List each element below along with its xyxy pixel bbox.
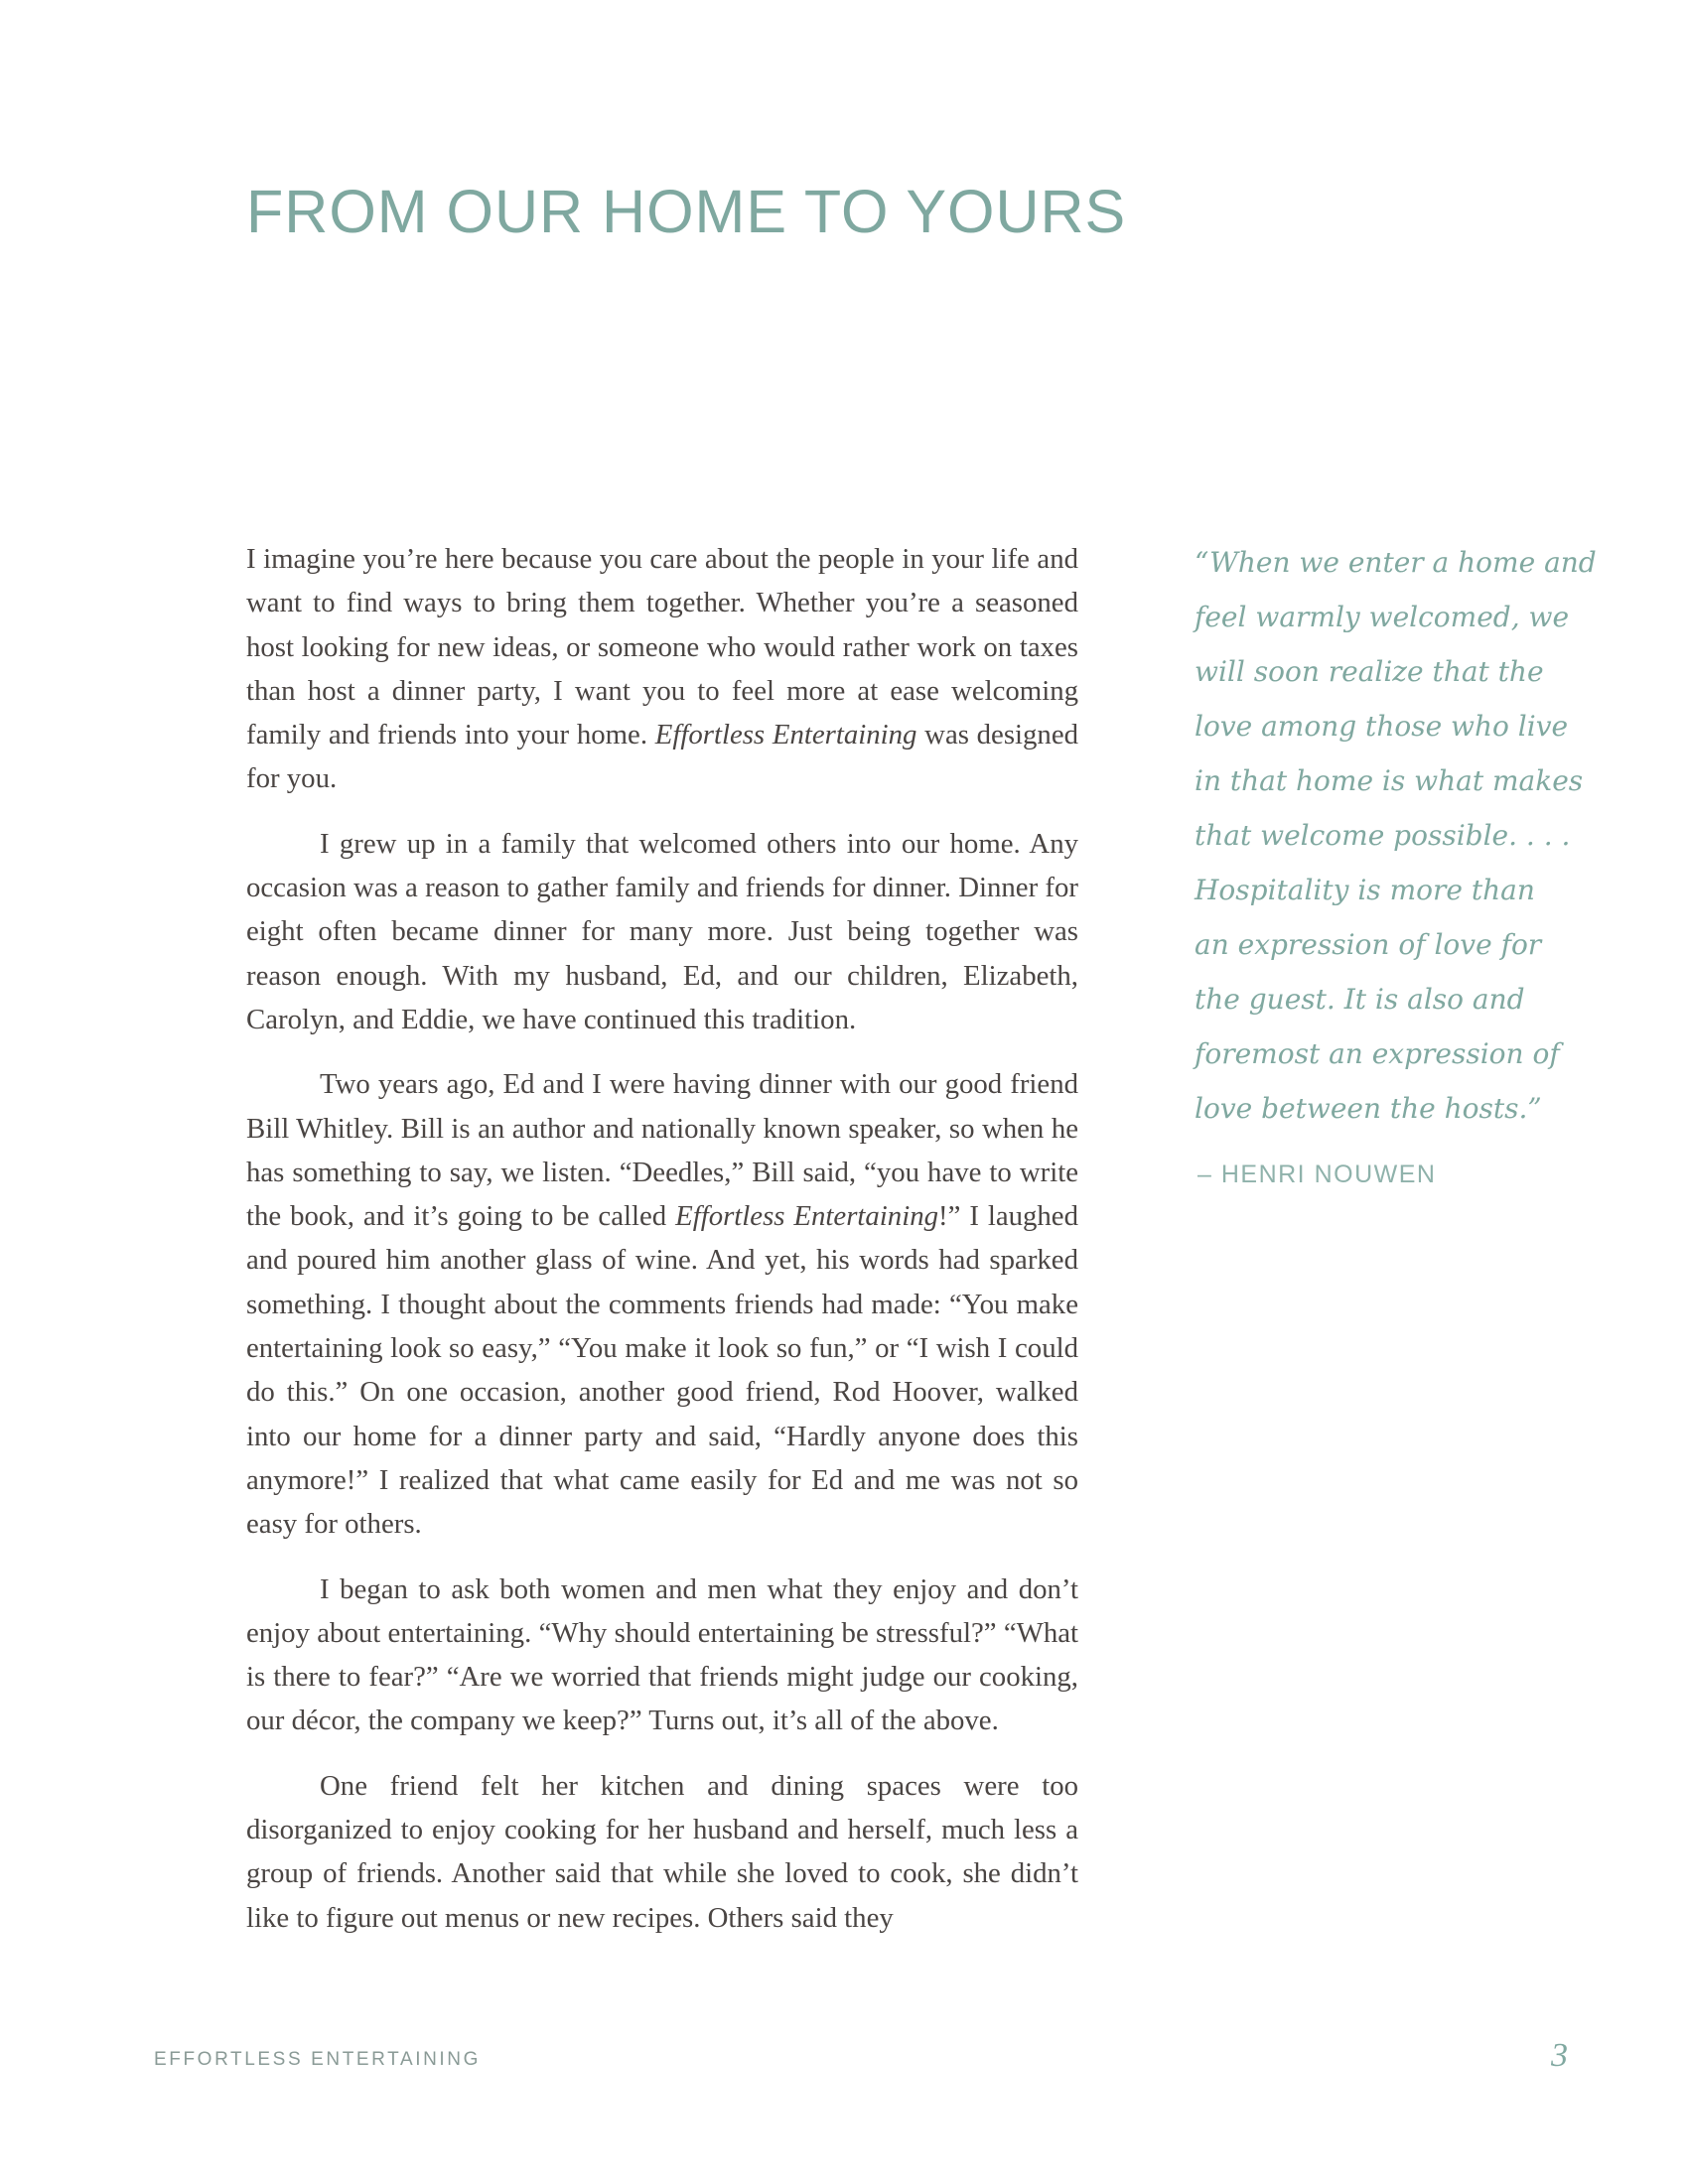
pull-quote-line: that welcome possible. . . . [1195, 819, 1571, 852]
pull-quote-line: the guest. It is also and [1195, 983, 1525, 1016]
pull-quote [1195, 535, 1597, 1136]
body-text [246, 537, 1078, 1961]
paragraph-4: I began to ask both women and men what they enjoy and don’t enjoy about entertaining. “Why should entertaining be stressful?” “What is there to fear?” “Are we worried that friends might judge our cooking, our décor, the company we keep?” Turns out, it’s all of the above. [246, 1572, 1078, 1737]
running-footer: EFFORTLESS ENTERTAINING [154, 2049, 482, 2070]
paragraph-3-tail: !” I laughed and poured him another glass of wine. And yet, his words had sparked something. I thought about the comments friends had made: “You make entertaining look so easy,” “You make it look so fun,” or “I wish I could do this.” On one occasion, another good friend, Rod Hoover, walked into our home for a dinner party and said, “Hardly anyone does this anymore!” I realized that what came easily for Ed and me was not so easy for others. [246, 1200, 1078, 1541]
paragraph-1 [246, 537, 1078, 801]
page-number: 3 [1551, 2037, 1568, 2074]
paragraph-2: I grew up in a family that welcomed others into our home. Any occasion was a reason to gather family and friends for dinner. Dinner for eight often became dinner for many more. Just being together was reason enough. With my husband, Ed, and our children, Elizabeth, Carolyn, and Eddie, we have continued this tradition. [246, 827, 1078, 1035]
paragraph-5: One friend felt her kitchen and dining spaces were too disorganized to enjoy cooking for her husband and herself, much less a group of friends. Another said that while she loved to cook, she didn’t like to figure out menus or new recipes. Others said they [246, 1769, 1078, 1934]
pull-quote-line: feel warmly welcomed, we [1195, 601, 1570, 633]
pull-quote-line: will soon realize that the [1195, 655, 1544, 688]
book-title: Effortless Entertaining [675, 1200, 939, 1233]
quote-attribution: – HENRI NOUWEN [1197, 1160, 1437, 1188]
paragraph-1-tail: was designed for you. [246, 719, 1079, 795]
pull-quote-line: Hospitality is more than [1195, 874, 1535, 906]
pull-quote-line: in that home is what makes [1195, 764, 1584, 797]
page-title: FROM OUR HOME TO YOURS [246, 178, 1127, 245]
book-title: Effortless Entertaining [654, 719, 917, 751]
paragraph-3-text: Two years ago, Ed and I were having dinner with our good friend Bill Whitley. Bill is an author and nationally known speaker, so when he has something to say, we listen. “Deedles,” Bill said, “you have to write the book, and it’s going to be called [246, 1068, 1078, 1233]
pull-quote-line: love among those who live [1195, 710, 1569, 743]
pull-quote-line: love between the hosts.” [1195, 1092, 1542, 1125]
paragraph-1-text: I imagine you’re here because you care about the people in your life and want to find ways to bring them together. Whether you’re a seasoned host looking for new ideas, or someone who would rather work on taxes than host a dinner party, I want you to feel more at ease welcoming family and friends into your home. [246, 543, 1078, 751]
pull-quote-line: an expression of love for [1195, 928, 1542, 961]
pull-quote-line: “When we enter a home and [1195, 546, 1597, 579]
paragraph-3 [246, 1062, 1078, 1546]
pull-quote-line: foremost an expression of [1195, 1037, 1560, 1070]
